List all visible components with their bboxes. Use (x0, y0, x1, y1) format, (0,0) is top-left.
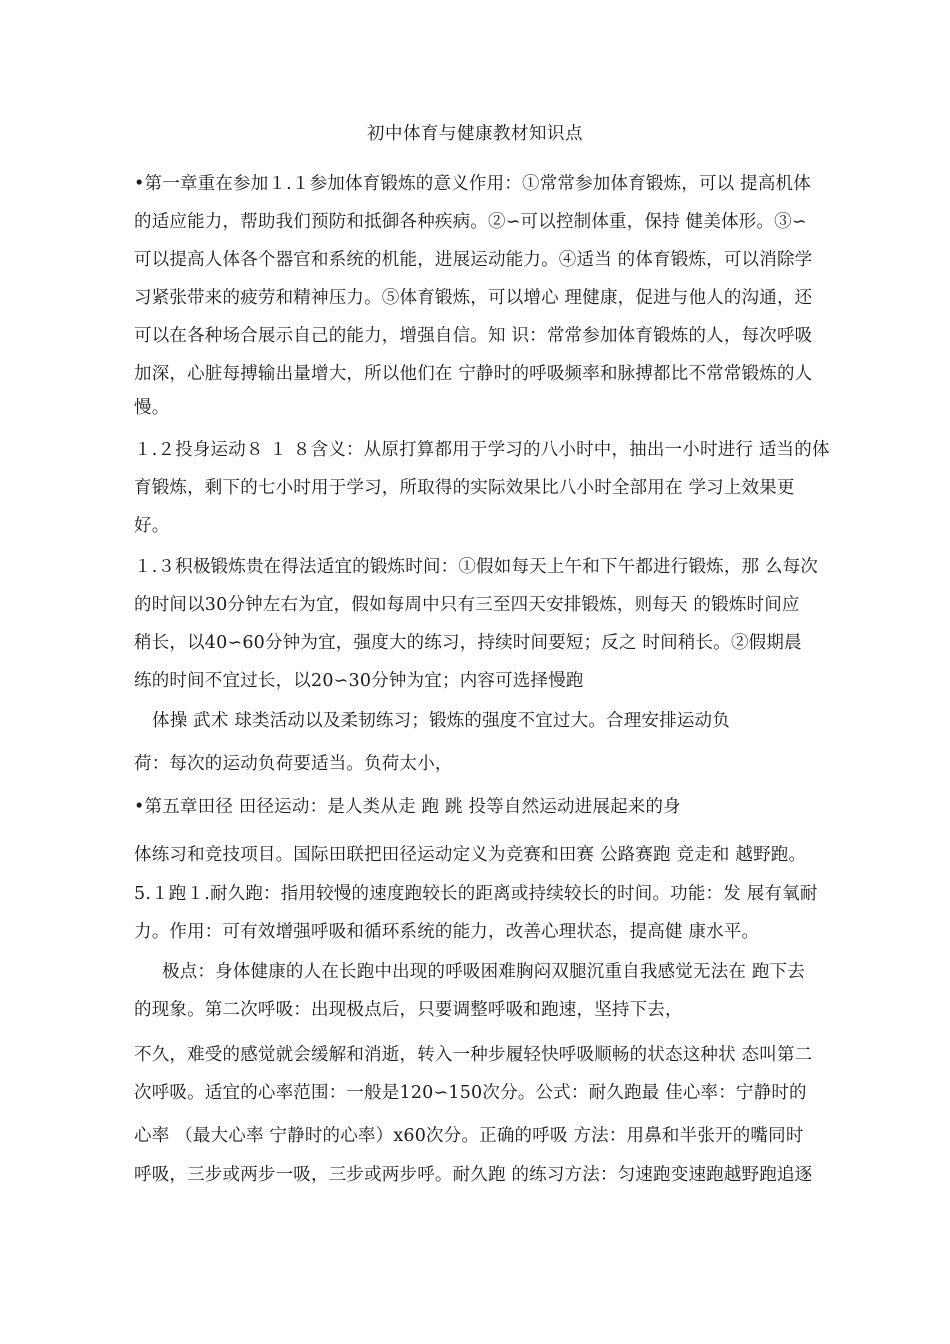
text-line: 心率 （最大心率 宁静时的心率）x60次分。正确的呼吸 方法：用鼻和半张开的嘴同时 (134, 1126, 804, 1146)
text-line: 极点：身体健康的人在长跑中出现的呼吸困难胸闷双腿沉重自我感觉无法在 跑下去 (162, 962, 805, 982)
text-line: 好。 (134, 516, 170, 536)
text-line: 不久，难受的感觉就会缓解和消逝，转入一种步履轻快呼吸顺畅的状态这种状 态叫第二 (134, 1045, 813, 1065)
text-line: 加深，心脏每搏输出量增大，所以他们在 宁静时的呼吸频率和脉搏都比不常常锻炼的人 (134, 364, 813, 384)
text-line: 次呼吸。适宜的心率范围：一般是120∽150次分。公式：耐久跑最 佳心率：宁静时的 (134, 1083, 807, 1103)
text-line: 慢。 (134, 398, 170, 418)
text-line: 可以提高人体各个器官和系统的机能，进展运动能力。④适当 的体育锻炼，可以消除学 (134, 250, 813, 270)
text-line: 稍长，以40∽60分钟为宜，强度大的练习，持续时间要短；反之 时间稍长。②假期晨 (134, 633, 802, 653)
text-line: 可以在各种场合展示自己的能力，增强自信。知 识：常常参加体育锻炼的人，每次呼吸 (134, 326, 813, 346)
text-line: １.２投身运动８ １ ８含义：从原打算都用于学习的八小时中，抽出一小时进行 适当的体 (134, 440, 830, 460)
text-line: 的时间以30分钟左右为宜，假如每周中只有三至四天安排锻炼，则每天 的锻炼时间应 (134, 595, 800, 615)
text-line: 的适应能力，帮助我们预防和抵御各种疾病。②∽可以控制体重，保持 健美体形。③∽ (134, 212, 807, 232)
text-line: １.３积极锻炼贵在得法适宜的锻炼时间：①假如每天上午和下午都进行锻炼，那 么每次 (134, 557, 819, 577)
text-line: 的现象。第二次呼吸：出现极点后，只要调整呼吸和跑速，坚持下去， (134, 1000, 683, 1020)
text-line: 练的时间不宜过长，以20∽30分钟为宜；内容可选择慢跑 (134, 671, 584, 691)
text-line: 5.１跑１.耐久跑：指用较慢的速度跑较长的距离或持续较长的时间。功能：发 展有氧耐 (134, 884, 818, 904)
text-line: 体操 武术 球类活动以及柔韧练习；锻炼的强度不宜过大。合理安排运动负 (152, 711, 730, 731)
text-line: 呼吸，三步或两步一吸，三步或两步呼。耐久跑 的练习方法：匀速跑变速跑越野跑追逐 (134, 1165, 813, 1185)
page-title: 初中体育与健康教材知识点 (367, 124, 583, 144)
text-line: 习紧张带来的疲劳和精神压力。⑤体育锻炼，可以增心 理健康，促进与他人的沟通，还 (134, 288, 813, 308)
text-line: 育锻炼，剩下的七小时用于学习，所取得的实际效果比八小时全部用在 学习上效果更 (134, 478, 795, 498)
text-line: •第五章田径 田径运动：是人类从走 跑 跳 投等自然运动进展起来的身 (134, 797, 681, 817)
text-line: •第一章重在参加１.１参加体育锻炼的意义作用：①常常参加体育锻炼，可以 提高机体 (134, 174, 811, 194)
text-line: 力。作用：可有效增强呼吸和循环系统的能力，改善心理状态，提高健 康水平。 (134, 922, 760, 942)
text-line: 体练习和竞技项目。国际田联把田径运动定义为竞赛和田赛 公路赛跑 竞走和 越野跑。 (134, 845, 807, 865)
text-line: 荷：每次的运动负荷要适当。负荷太小， (134, 754, 453, 774)
